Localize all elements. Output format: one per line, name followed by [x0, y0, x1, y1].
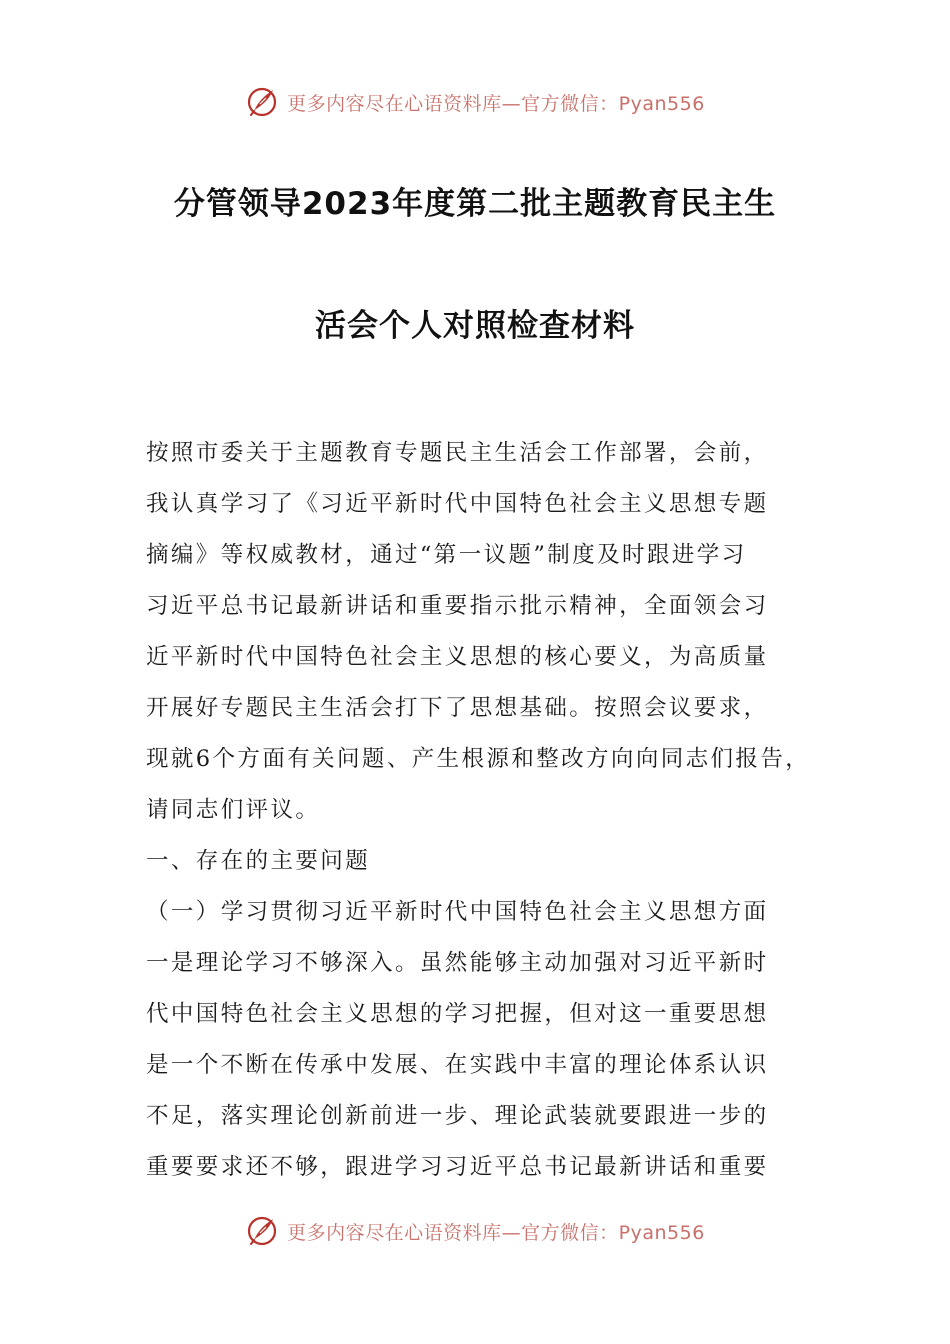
document-title-line-2: 活会个人对照检查材料: [315, 308, 635, 344]
body-line: 重要要求还不够，跟进学习习近平总书记最新讲话和重要: [146, 1154, 769, 1180]
document-body: [146, 428, 836, 1193]
document-title-line-1: 分管领导2023年度第二批主题教育民主生: [173, 186, 777, 222]
body-line: 一是理论学习不够深入。虽然能够主动加强对习近平新时: [146, 950, 769, 976]
body-line: 请同志们评议。: [146, 797, 321, 823]
body-line: 现就6个方面有关问题、产生根源和整改方向向同志们报告，: [146, 746, 811, 772]
quill-pen-logo-icon: [245, 1214, 279, 1248]
watermark-footer: [0, 1211, 950, 1251]
body-line: 摘编》等权威教材，通过“第一议题”制度及时跟进学习: [146, 542, 747, 568]
body-line: 我认真学习了《习近平新时代中国特色社会主义思想专题: [146, 491, 769, 517]
watermark-header: [0, 82, 950, 122]
section-heading: 一、存在的主要问题: [146, 848, 371, 874]
body-line: 是一个不断在传承中发展、在实践中丰富的理论体系认识: [146, 1052, 769, 1078]
watermark-text: 更多内容尽在心语资料库—官方微信：Pyan556: [287, 92, 705, 115]
subsection-heading: （一）学习贯彻习近平新时代中国特色社会主义思想方面: [146, 899, 769, 925]
watermark-text: 更多内容尽在心语资料库—官方微信：Pyan556: [287, 1221, 705, 1244]
body-line: 开展好专题民主生活会打下了思想基础。按照会议要求，: [146, 695, 769, 721]
quill-pen-logo-icon: [245, 85, 279, 119]
body-line: 不足，落实理论创新前进一步、理论武装就要跟进一步的: [146, 1103, 769, 1129]
body-line: 习近平总书记最新讲话和重要指示批示精神，全面领会习: [146, 593, 769, 619]
body-line: 近平新时代中国特色社会主义思想的核心要义，为高质量: [146, 644, 769, 670]
body-line: 代中国特色社会主义思想的学习把握，但对这一重要思想: [146, 1001, 769, 1027]
body-line: 按照市委关于主题教育专题民主生活会工作部署，会前，: [146, 440, 769, 466]
